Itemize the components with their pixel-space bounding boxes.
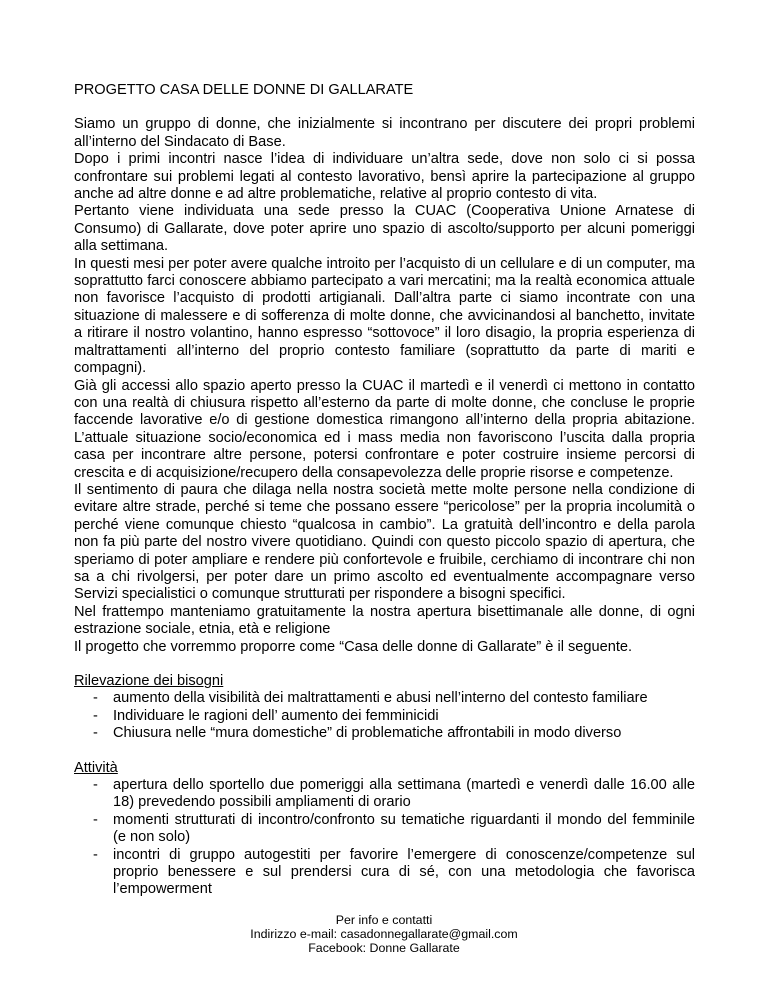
footer-info: Per info e contatti <box>335 913 433 927</box>
paragraph: Dopo i primi incontri nasce l’idea di individuare un’altra sede, dove non solo ci si possa confrontare sui problemi legati al contesto lavorativo, bensì aprire la partecipazione al gruppo anche ad altre donne e ad altre problematiche, relative al proprio contesto di vita. <box>74 151 695 203</box>
page-footer <box>0 913 768 956</box>
bullet-dash: - <box>93 777 98 794</box>
bullet-dash: - <box>93 846 98 863</box>
paragraph: In questi mesi per poter avere qualche introito per l’acquisto di un cellulare e di un computer, ma soprattutto farci conoscere abbiamo partecipato a vari mercatini; ma la realtà economica attuale non favorisce l’acquisto di prodotti artigianali. Dall’altra parte ci siamo incontrate con una situazione di malessere e di sofferenza di molte donne, che avvicinandosi al banchetto, invitate a ritirare il nostro volantino, hanno espresso “sottovoce” il loro disagio, la propria esperienza di maltrattamenti all’interno del proprio contesto familiare (soprattutto da parte di mariti e compagni). <box>74 255 695 377</box>
list-item <box>74 690 695 707</box>
document-body <box>74 82 695 899</box>
needs-heading: Rilevazione dei bisogni <box>74 673 224 689</box>
list-item-text: incontri di gruppo autogestiti per favorire l’emergere di conoscenze/competenze sul proprio benessere e sul prendersi cura di sé, con una metodologia che favorisca l’empowerment <box>113 846 695 898</box>
footer-email: Indirizzo e-mail: casadonnegallarate@gmail.com <box>250 927 518 942</box>
list-item <box>74 847 695 899</box>
list-item <box>74 708 695 725</box>
list-item <box>74 777 695 812</box>
needs-list <box>74 690 695 742</box>
paragraph: Siamo un gruppo di donne, che inizialmente si incontrano per discutere dei propri problemi all’interno del Sindacato di Base. <box>74 116 695 150</box>
paragraph: Il progetto che vorremmo proporre come “Casa delle donne di Gallarate” è il seguente. <box>74 638 633 655</box>
activities-heading: Attività <box>74 759 118 776</box>
paragraph: Pertanto viene individuata una sede presso la CUAC (Cooperativa Unione Arnatese di Consumo) di Gallarate, dove poter aprire uno spazio di ascolto/supporto per alcuni pomeriggi alla settimana. <box>74 203 695 255</box>
bullet-dash: - <box>93 690 98 707</box>
paragraph: Già gli accessi allo spazio aperto presso la CUAC il martedì e il venerdì ci mettono in contatto con una realtà di chiusura rispetto all’esterno da parte di molte donne, che concluse le proprie faccende lavorative e/o di gestione domestica rimangono all’interno della propria abitazione. L’attuale situazione socio/economica ed i mass media non favoriscono l’uscita dalla propria casa per incontrare altre persone, potersi confrontare e poter costruire insieme percorsi di crescita e di acquisizione/recupero della consapevolezza delle proprie risorse e competenze. <box>74 377 695 481</box>
footer-facebook: Facebook: Donne Gallarate <box>308 941 460 956</box>
bullet-dash: - <box>93 725 98 742</box>
paragraph: Nel frattempo manteniamo gratuitamente la nostra apertura bisettimanale alle donne, di ogni estrazione sociale, etnia, età e religione <box>74 603 695 638</box>
document-title: PROGETTO CASA DELLE DONNE DI GALLARATE <box>74 82 414 98</box>
paragraph: Il sentimento di paura che dilaga nella nostra società mette molte persone nella condizione di evitare altre strade, perché si teme che possano essere “pericolose” per la propria incolumità o perché viene comunque chiesto “qualcosa in cambio”. La gratuità dell’incontro e della parola non fa più parte del nostro vivere quotidiano. Quindi con questo piccolo spazio di apertura, che speriamo di poter ampliare e rendere più confortevole e fruibile, cerchiamo di incontrare chi non sa a chi rivolgersi, per poter dare un primo ascolto ed eventualmente accompagnare verso Servizi specialistici o comunque strutturati per rispondere a bisogni specifici. <box>74 481 695 603</box>
list-item-text: apertura dello sportello due pomeriggi alla settimana (martedì e venerdì dalle 16.00 alle 18) prevedendo possibili ampliamenti di orario <box>113 777 695 811</box>
bullet-dash: - <box>93 707 98 724</box>
activities-list <box>74 777 695 899</box>
list-item-text: Chiusura nelle “mura domestiche” di problematiche affrontabili in modo diverso <box>113 725 622 742</box>
list-item-text: aumento della visibilità dei maltrattamenti e abusi nell’interno del contesto familiare <box>113 690 648 707</box>
list-item <box>74 812 695 847</box>
list-item-text: Individuare le ragioni dell’ aumento dei femminicidi <box>113 707 439 724</box>
list-item-text: momenti strutturati di incontro/confronto su tematiche riguardanti il mondo del femminile (e non solo) <box>113 811 695 846</box>
bullet-dash: - <box>93 811 98 828</box>
needs-section <box>74 673 695 743</box>
list-item <box>74 725 695 742</box>
activities-section <box>74 760 695 899</box>
intro-paragraphs <box>74 116 695 656</box>
